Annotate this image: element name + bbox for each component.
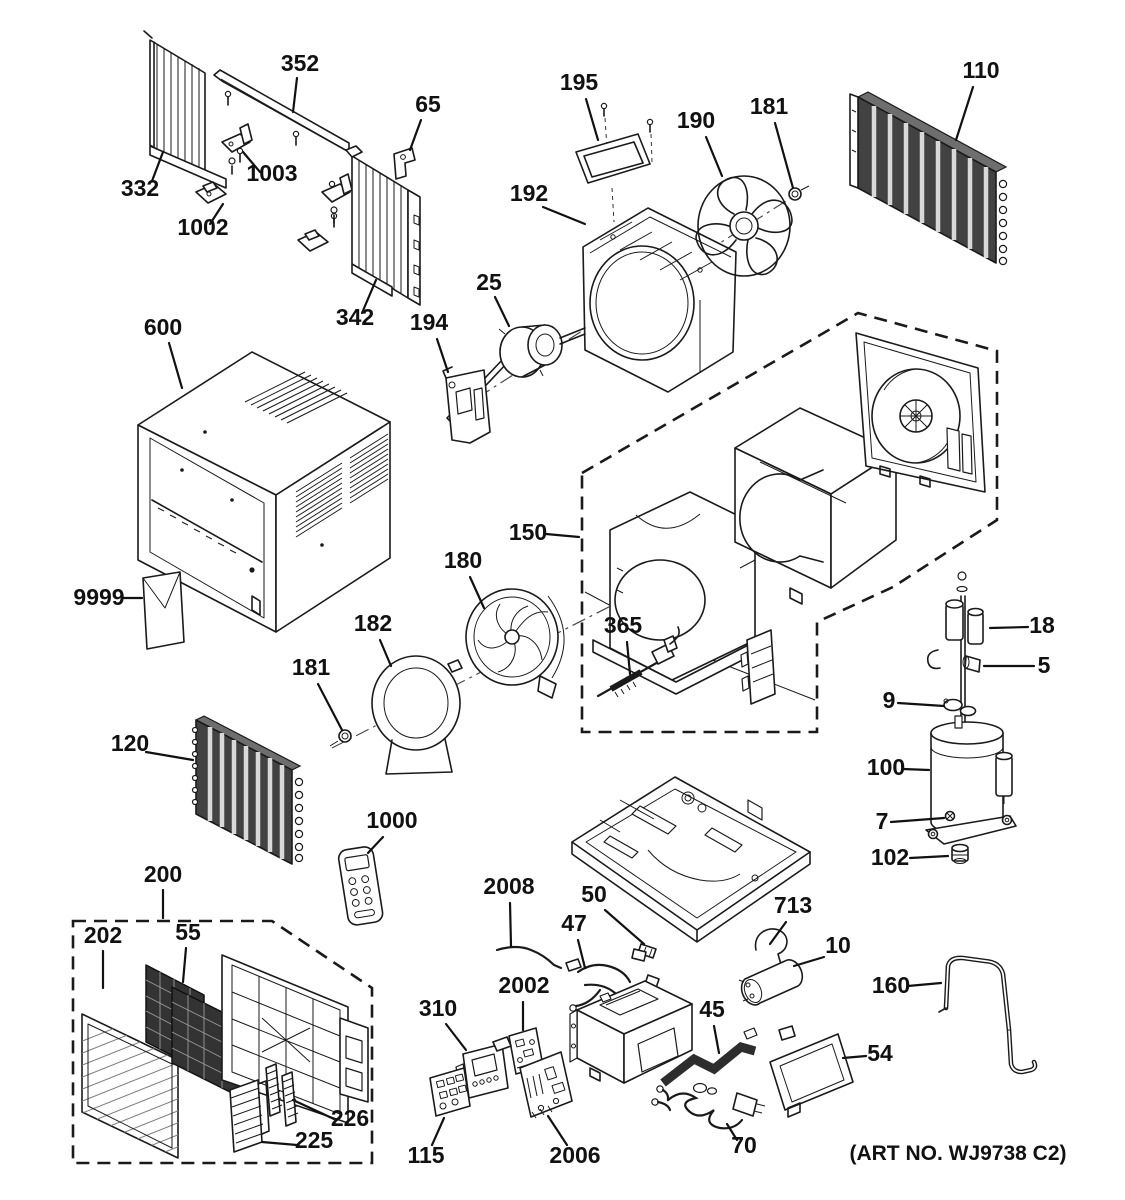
part-label-clamp-5: 5 (1037, 652, 1051, 678)
leader-nut-181-top (775, 123, 793, 188)
leader-gasket-195 (586, 99, 598, 140)
leader-evaporator-coil (146, 752, 193, 760)
leader-remote-control (368, 837, 383, 853)
leader-fan-blade (706, 137, 722, 176)
part-label-curtain-left: 332 (120, 175, 160, 201)
literature-art (143, 572, 184, 649)
leader-curtain-rail (293, 78, 297, 112)
part-label-clamp-713: 713 (773, 892, 813, 918)
leader-condenser-coil (956, 87, 973, 140)
leader-tube-160 (908, 983, 941, 986)
part-label-wire-2008: 2008 (483, 873, 535, 899)
part-label-capacitor-10: 10 (825, 932, 851, 958)
motor-bracket-art (443, 367, 490, 443)
blower-wheel-art (466, 589, 564, 698)
wire-2008-art (497, 947, 561, 968)
leader-bracket-65 (410, 120, 421, 150)
leader-control-panel-310 (446, 1024, 466, 1050)
art-number: (ART NO. WJ9738 C2) (849, 1142, 1067, 1165)
window-panel-54-art (744, 1026, 853, 1117)
leader-grommet-102 (910, 856, 948, 858)
part-label-blower-wheel: 180 (443, 547, 483, 573)
part-label-muffler-18: 18 (1029, 612, 1055, 638)
remote-control-art (337, 846, 383, 927)
part-label-louver-225: 225 (294, 1127, 334, 1153)
evaporator-coil-art (193, 716, 303, 864)
part-label-bracket-1003: 1003 (246, 160, 298, 186)
grommet-102-art (952, 845, 968, 864)
part-label-seal-45: 45 (699, 996, 725, 1022)
capacitor-10-art (739, 960, 802, 1005)
leader-inlet-ring (380, 640, 391, 666)
part-label-curtain-rail: 352 (280, 50, 320, 76)
part-label-air-filter: 55 (175, 919, 201, 945)
part-label-thermistor: 365 (603, 612, 643, 638)
leader-capacitor-10 (794, 957, 824, 966)
part-label-evaporator-coil: 120 (110, 730, 150, 756)
leader-muffler-18 (990, 627, 1028, 628)
part-label-bracket-1002: 1002 (177, 214, 229, 240)
leader-window-panel-54 (843, 1056, 866, 1058)
part-label-literature: 9999 (73, 584, 125, 610)
part-label-nut-181-mid: 181 (291, 654, 331, 680)
clamp-9-art (944, 699, 976, 716)
part-label-tube-160: 160 (871, 972, 911, 998)
part-label-nut-181-top: 181 (749, 93, 789, 119)
part-label-room-side-assembly: 150 (508, 519, 548, 545)
part-label-control-panel-310: 310 (418, 995, 458, 1021)
leader-seal-45 (714, 1026, 719, 1053)
part-label-remote-control: 1000 (366, 807, 418, 833)
part-label-gasket-195: 195 (559, 69, 599, 95)
part-label-compressor: 100 (866, 754, 906, 780)
part-label-power-cord: 70 (731, 1132, 757, 1158)
bracket-65-art (394, 148, 415, 179)
part-label-motor-bracket: 194 (409, 309, 449, 335)
fan-shroud-art (583, 208, 736, 392)
compressor-stack-art (926, 572, 1016, 864)
part-label-board-2006: 2006 (549, 1142, 601, 1168)
inlet-ring-art (372, 656, 462, 774)
leader-fan-shroud (543, 207, 585, 224)
leader-fan-motor (495, 297, 509, 326)
part-label-curtain-right: 342 (335, 304, 375, 330)
control-chassis-art (570, 981, 692, 1083)
part-label-window-panel-54: 54 (867, 1040, 893, 1066)
leader-air-filter (183, 948, 186, 982)
leader-cabinet (169, 343, 182, 388)
gasket-195-art (576, 134, 650, 183)
leader-compressor (903, 769, 929, 770)
leader-blower-wheel (470, 577, 484, 608)
part-label-bolt-7: 7 (875, 808, 889, 834)
part-label-fan-blade: 190 (676, 107, 716, 133)
part-label-front-panel: 202 (83, 922, 123, 948)
part-label-grille-assembly: 200 (143, 861, 183, 887)
tube-160-art (939, 958, 1035, 1072)
label-layer (73, 50, 1055, 1168)
part-label-condenser-coil: 110 (962, 57, 1000, 83)
part-label-inlet-ring: 182 (353, 610, 393, 636)
leader-clamp-9 (898, 703, 944, 706)
part-label-bracket-65: 65 (415, 91, 441, 117)
leader-room-side-assembly (546, 534, 579, 537)
curtain-left-art (144, 31, 226, 188)
fan-blade-art (696, 176, 792, 276)
leader-nut-181-mid (318, 684, 342, 730)
part-label-harness-47: 47 (561, 910, 587, 936)
leader-louver-225 (262, 1142, 297, 1145)
part-label-base-pan: 50 (581, 881, 607, 907)
leader-base-pan (605, 910, 644, 944)
leader-keypad-115 (432, 1118, 444, 1145)
leader-motor-bracket (437, 339, 448, 372)
part-label-keypad-115: 115 (407, 1142, 445, 1168)
part-label-cabinet: 600 (143, 314, 183, 340)
condenser-coil-art (850, 92, 1007, 265)
orifice-panel-art (856, 333, 985, 492)
bolt-7-art (946, 812, 955, 821)
part-label-grommet-102: 102 (870, 844, 910, 870)
leader-board-2006 (548, 1116, 567, 1145)
compressor-art (926, 716, 1016, 844)
part-label-fan-shroud: 192 (509, 180, 549, 206)
part-label-louver-226: 226 (330, 1105, 370, 1131)
part-label-clamp-9: 9 (882, 687, 896, 713)
leader-wire-2008 (510, 903, 511, 946)
keypad-115-art (430, 1068, 470, 1116)
part-label-fan-motor: 25 (476, 269, 502, 295)
part-label-board-2002: 2002 (498, 972, 550, 998)
curtain-right-art (346, 146, 420, 305)
